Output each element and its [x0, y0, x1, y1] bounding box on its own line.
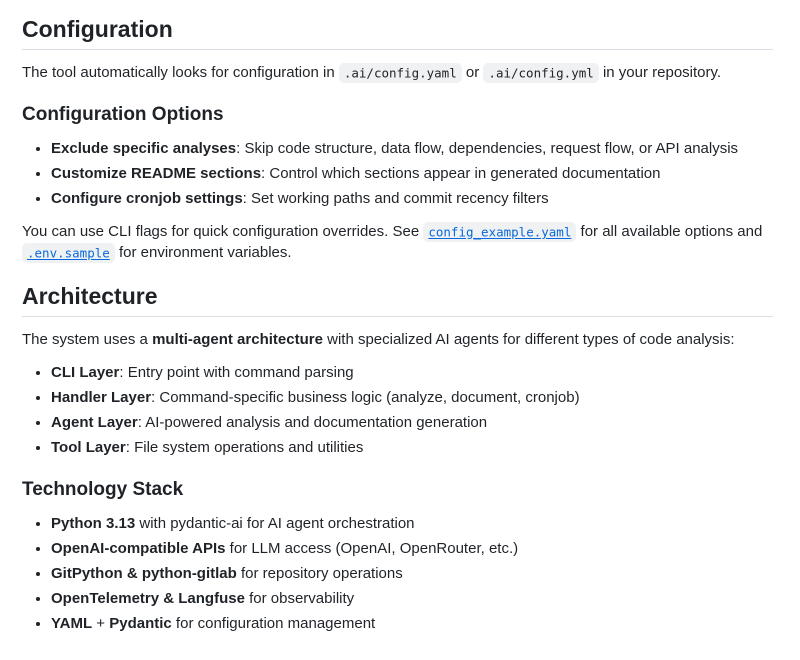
text-run: The system uses a	[22, 331, 153, 348]
bold-text: YAML	[51, 615, 93, 632]
technology-stack-list	[22, 513, 773, 634]
text-run: for configuration management	[171, 615, 376, 632]
configuration-options-list	[22, 138, 773, 209]
heading-technology-stack: Technology Stack	[22, 479, 184, 500]
link-env-sample[interactable]	[22, 244, 115, 261]
text-run: for observability	[244, 590, 355, 607]
text-run: : File system operations and utilities	[125, 439, 364, 456]
bold-text: Pydantic	[109, 615, 172, 632]
text-run: : Command-specific business logic (analyze, document, cronjob)	[151, 389, 580, 406]
list-item	[51, 188, 773, 209]
list-item	[51, 362, 773, 383]
bold-text: OpenAI-compatible APIs	[51, 540, 226, 557]
text-run: with specialized AI agents for different types of code analysis:	[322, 331, 735, 348]
paragraph-config-lookup	[22, 62, 773, 83]
bold-text: Agent Layer	[51, 414, 138, 431]
text-run: +	[92, 615, 110, 632]
text-run: : Set working paths and commit recency filters	[242, 190, 549, 207]
list-item	[51, 387, 773, 408]
architecture-layers-list	[22, 362, 773, 458]
link-config-example-yaml[interactable]	[423, 223, 576, 240]
heading-architecture: Architecture	[22, 283, 773, 317]
inline-code: .env.sample	[22, 243, 115, 263]
list-item	[51, 412, 773, 433]
text-run: : Control which sections appear in generated documentation	[261, 165, 661, 182]
list-item	[51, 513, 773, 534]
paragraph-architecture-intro	[22, 329, 773, 350]
inline-code: .ai/config.yaml	[339, 63, 462, 83]
list-item	[51, 563, 773, 584]
text-run: for repository operations	[236, 565, 403, 582]
heading-configuration-options: Configuration Options	[22, 104, 224, 125]
text-run: You can use CLI flags for quick configuration overrides. See	[22, 223, 424, 240]
bold-text: CLI Layer	[51, 364, 120, 381]
markdown-body	[22, 16, 773, 634]
list-item	[51, 163, 773, 184]
bold-text: Exclude specific analyses	[51, 140, 237, 157]
bold-text: Handler Layer	[51, 389, 152, 406]
inline-code: config_example.yaml	[423, 222, 576, 242]
list-item	[51, 588, 773, 609]
text-run: : AI-powered analysis and documentation generation	[137, 414, 488, 431]
bold-text: OpenTelemetry & Langfuse	[51, 590, 245, 607]
list-item	[51, 138, 773, 159]
bold-text: Configure cronjob settings	[51, 190, 243, 207]
text-run: in your repository.	[598, 64, 722, 81]
bold-text: Customize README sections	[51, 165, 262, 182]
list-item	[51, 613, 773, 634]
heading-configuration: Configuration	[22, 16, 773, 50]
bold-text: Tool Layer	[51, 439, 126, 456]
inline-code: .ai/config.yml	[483, 63, 598, 83]
text-run: or	[461, 64, 484, 81]
text-run: for LLM access (OpenAI, OpenRouter, etc.)	[225, 540, 519, 557]
list-item	[51, 538, 773, 559]
bold-text: Python 3.13	[51, 515, 136, 532]
text-run: for all available options and	[576, 223, 763, 240]
text-run: for environment variables.	[114, 244, 292, 261]
bold-text: multi-agent architecture	[152, 331, 323, 348]
text-run: with pydantic-ai for AI agent orchestration	[135, 515, 415, 532]
list-item	[51, 437, 773, 458]
bold-text: GitPython & python-gitlab	[51, 565, 237, 582]
paragraph-cli-flags	[22, 221, 773, 263]
text-run: : Skip code structure, data flow, dependencies, request flow, or API analysis	[236, 140, 739, 157]
text-run: The tool automatically looks for configuration in	[22, 64, 339, 81]
text-run: : Entry point with command parsing	[119, 364, 354, 381]
